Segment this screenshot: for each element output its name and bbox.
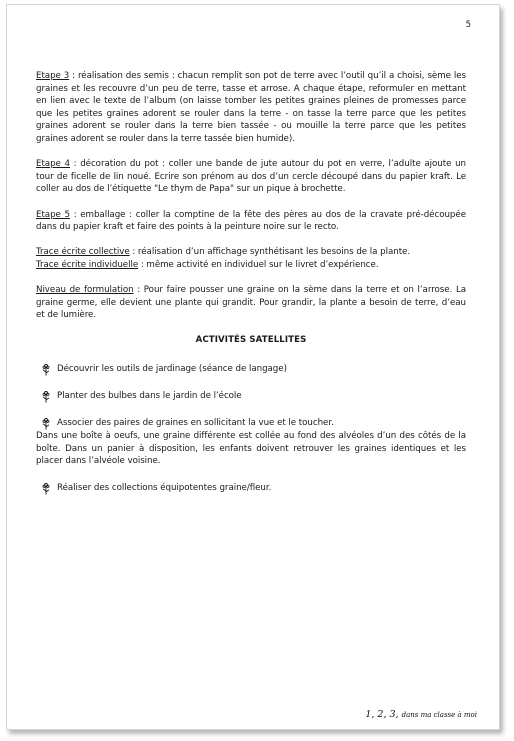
activity-item [36,417,466,468]
activity-item [36,390,466,403]
trace-individuelle-label: Trace écrite individuelle [36,259,139,270]
page-number: 5 [465,20,471,30]
flower-bullet-icon [41,390,51,403]
etape-4-paragraph [36,158,466,196]
etape-3-paragraph [36,70,466,146]
activity-item [36,482,466,495]
footer-signature [365,709,477,720]
trace-collective-label: Trace écrite collective [36,247,130,258]
etape-4-label: Etape 4 [36,159,70,170]
etape-5-text: : emballage : coller la comptine de la fête des pères au dos de la cravate pré-découpée dans du papier kraft et faire des points à la peinture noire sur le recto. [36,209,466,233]
signature-main: 1, 2, 3, [365,709,402,720]
activity-detail: Dans une boîte à oeufs, une graine différente est collée au fond des alvéoles d’un des côtés de la boîte. Dans un panier à disposition, les enfants doivent retrouver les graines identiques et les placer dans l’alvéole voisine. [36,431,466,467]
page-content [36,70,466,509]
niveau-formulation-paragraph [36,284,466,322]
flower-bullet-icon [41,482,51,495]
activites-satellites-heading: ACTIVITÉS SATELLITES [195,335,307,346]
etape-3-label: Etape 3 [36,71,70,81]
trace-individuelle-paragraph [36,259,466,272]
niveau-formulation-label: Niveau de formulation [36,285,134,296]
etape-5-label: Etape 5 [36,209,70,220]
signature-sub: dans ma classe à moi [401,711,477,719]
flower-bullet-icon [41,363,51,376]
etape-3-text: : réalisation des semis : chacun remplit son pot de terre avec l’outil qu’il a choisi, sème les graines et les recouvre d’un peu de terre, tasse et arrose. A chaque étape, reformuler en mettant en lien avec le texte de l’album (on laisse tomber les petites graines pleines de promesses parce que les petites graines adorent se rouler dans la terre - on tasse la terre parce que les petites graines adorent se rouler dans la terre bien tassée - ou mouille la terre parce que les petites graines adorent se rouler dans la terre tassée bien humide). [36,71,466,144]
document-page [6,4,500,730]
flower-bullet-icon [41,417,51,430]
trace-individuelle-text: : même activité en individuel sur le livret d’expérience. [138,259,379,270]
activity-item [36,363,466,376]
trace-collective-text: : réalisation d’un affichage synthétisant les besoins de la plante. [129,247,411,258]
niveau-formulation-text: : Pour faire pousser une graine on la sème dans la terre et on l’arrose. La graine germe, elle devient une plante qui grandit. Pour grandir, la plante a besoin de terre, d’eau et de lumière. [36,285,467,321]
etape-5-paragraph [36,209,466,234]
etape-4-text: : décoration du pot : coller une bande de jute autour du pot en verre, l’adulte ajoute un tour de ficelle de lin noué. Ecrire son prénom au dos d’un cercle découpé dans du papier kraft. Le coller au dos de l’étiquette "Le thym de Papa" sur un pique à brochette. [36,159,466,195]
activity-text: Planter des bulbes dans le jardin de l’école [57,391,242,402]
trace-collective-paragraph [36,246,466,259]
activity-text: Associer des paires de graines en sollicitant la vue et le toucher. [57,418,334,429]
activity-text: Réaliser des collections équipotentes graine/fleur. [57,483,272,494]
activity-text: Découvrir les outils de jardinage (séance de langage) [57,364,287,375]
